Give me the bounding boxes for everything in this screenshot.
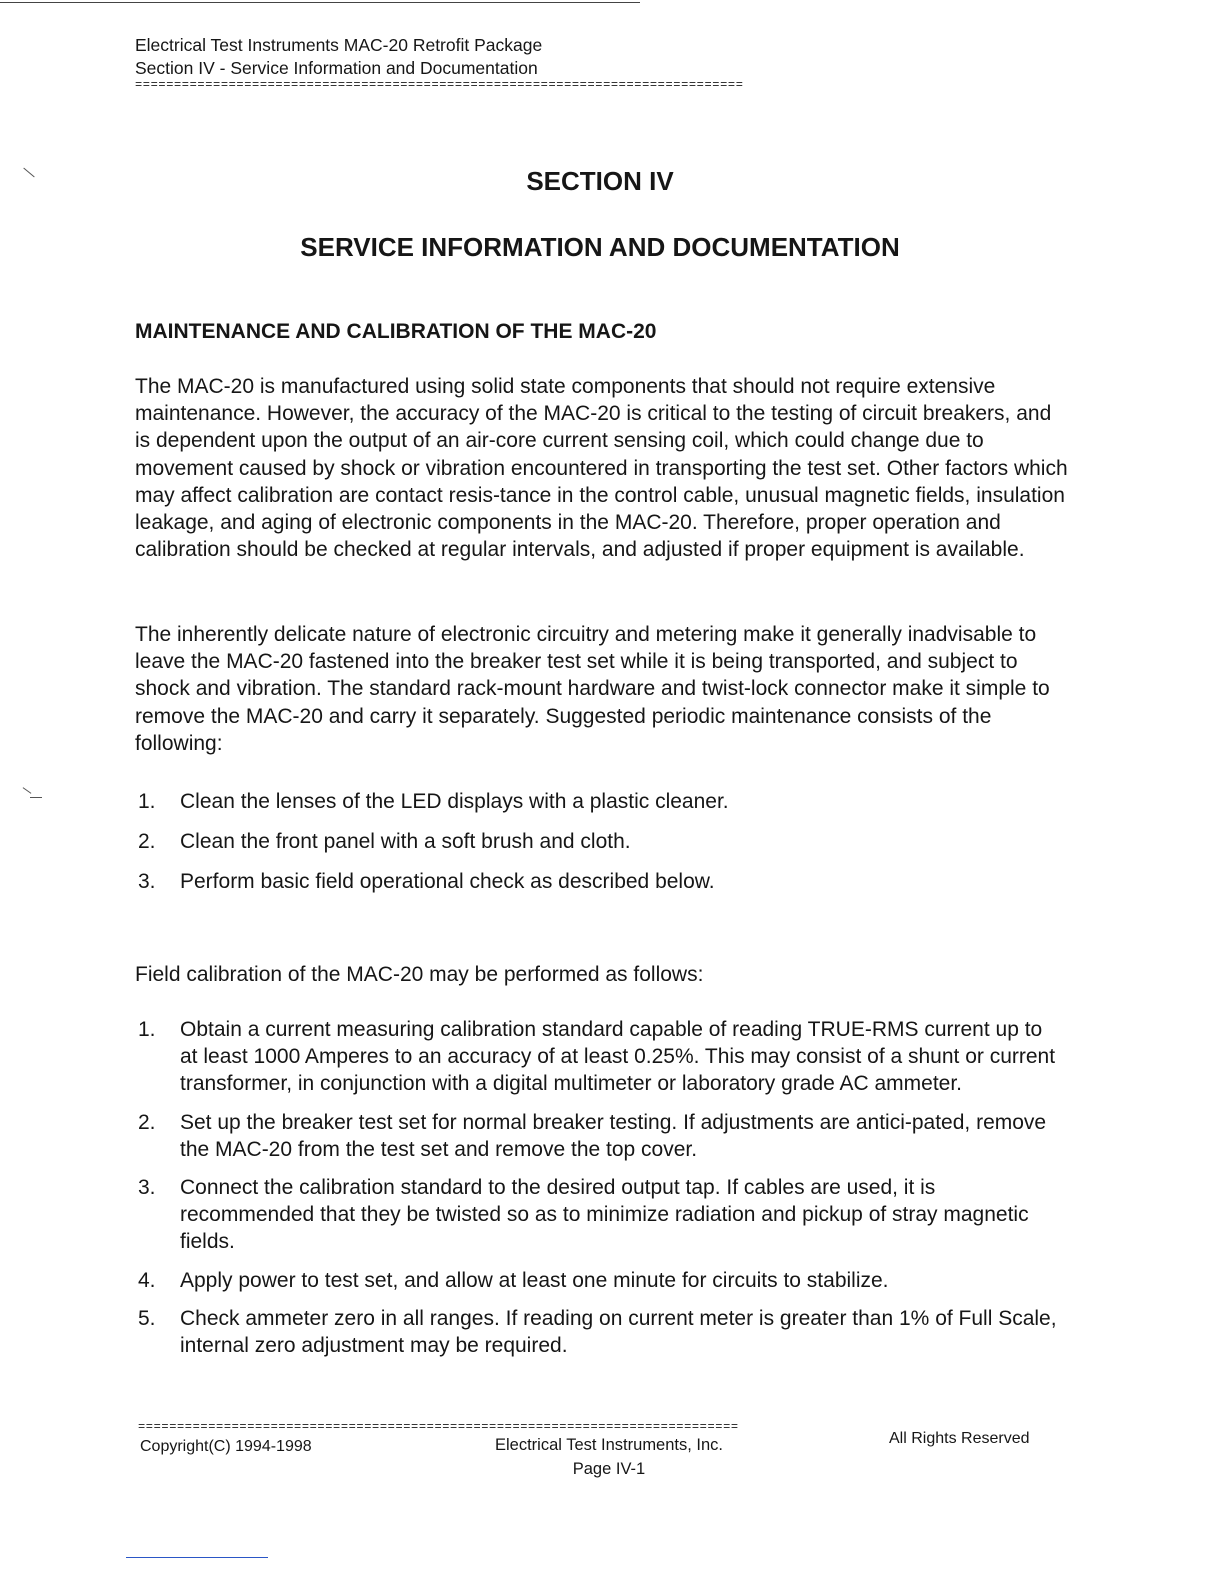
header-title: Electrical Test Instruments MAC-20 Retrofit Package <box>135 35 543 55</box>
list-item: 3. Connect the calibration standard to the desired output tap. If cables are used, it is recommended that they be twisted so as to minimize radiation and pickup of stray magnetic fields. <box>138 1176 1029 1254</box>
footer-rights: All Rights Reserved <box>889 1430 1030 1447</box>
list-item: 3. Perform basic field operational check as described below. <box>138 870 715 894</box>
intro-paragraph: The MAC-20 is manufactured using solid state components that should not require extensive maintenance. However, the accuracy of the MAC-20 is critical to the testing of circuit breakers, and is dependent upon the output of an air-core current sensing coil, which could change due to movement caused by shock or vibration encountered in transporting the test set. Other factors which may affect calibration are contact resis-tance in the control cable, unusual magnetic fields, insulation leakage, and aging of electronic components in the MAC-20. Therefore, proper operation and calibration should be checked at regular intervals, and adjusted if proper equipment is available. <box>135 375 1068 562</box>
scan-mark <box>23 787 32 794</box>
page-number: Page IV-1 <box>572 1460 646 1478</box>
footer-separator: ============================================================================= <box>138 1420 739 1434</box>
list-item: 2. Clean the front panel with a soft brush and cloth. <box>138 830 631 854</box>
transport-paragraph: The inherently delicate nature of electronic circuitry and metering make it generally inadvisable to leave the MAC-20 fastened into the breaker test set while it is being transported, and subject to shock and vibration. The standard rack-mount hardware and twist-lock connector make it simple to remove the MAC-20 and carry it separately. Suggested periodic maintenance consists of the following: <box>135 623 1050 755</box>
maintenance-heading: MAINTENANCE AND CALIBRATION OF THE MAC-20 <box>135 320 657 343</box>
calibration-intro: Field calibration of the MAC-20 may be performed as follows: <box>135 963 704 986</box>
footer-company: Electrical Test Instruments, Inc. <box>494 1436 724 1454</box>
list-item: 2. Set up the breaker test set for normal breaker testing. If adjustments are antici-pated, remove the MAC-20 from the test set and remove the top cover. <box>138 1110 1047 1161</box>
header-separator: ============================================================================== <box>135 78 744 92</box>
maintenance-list <box>135 788 1070 909</box>
list-item: 5. Check ammeter zero in all ranges. If reading on current meter is greater than 1% of Full Scale, internal zero adjustment may be required. <box>138 1306 1057 1358</box>
section-subtitle: SERVICE INFORMATION AND DOCUMENTATION <box>300 232 900 262</box>
list-item: 1. Clean the lenses of the LED displays with a plastic cleaner. <box>138 790 729 813</box>
section-title: SECTION IV <box>526 166 674 196</box>
list-item: 1. Obtain a current measuring calibration standard capable of reading TRUE-RMS current up to at least 1000 Amperes to an accuracy of at least 0.25%. This may consist of a shunt or current transformer, in conjunction with a digital multimeter or laboratory grade AC ammeter. <box>138 1018 1056 1096</box>
scan-edge-line <box>0 2 640 3</box>
page-header <box>135 34 542 80</box>
footer-company-block <box>484 1433 734 1481</box>
list-item: 4. Apply power to test set, and allow at least one minute for circuits to stabilize. <box>138 1268 889 1292</box>
scan-mark <box>30 797 42 798</box>
header-section: Section IV - Service Information and Documentation <box>135 58 538 78</box>
calibration-list <box>135 1016 1065 1370</box>
scan-edge-line <box>126 1557 268 1558</box>
footer-copyright: Copyright(C) 1994-1998 <box>140 1438 312 1455</box>
